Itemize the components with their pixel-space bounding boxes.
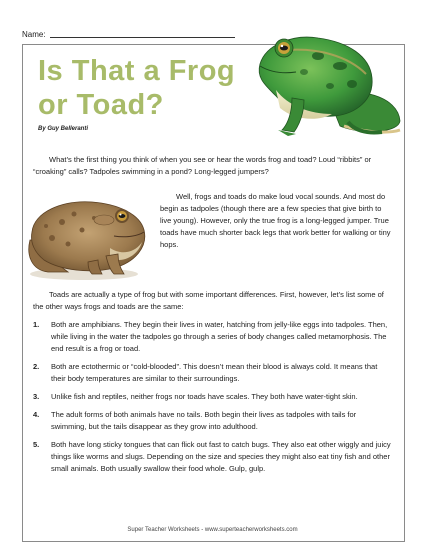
list-item-text: Both are amphibians. They begin their lives in water, hatching from jelly-like eggs into tadpoles. Then, while living in the water the tadpoles go through a series of body changes called metamorphosis. The end result is a frog or toad. [51,320,388,353]
differences-paragraph: Toads are actually a type of frog but with some important differences. First, however, let’s list some of the other ways frogs and toads are the same: [33,290,384,311]
title-line-2: or Toad? [38,89,164,121]
list-item-number: 2. [33,362,40,371]
list-item-number: 1. [33,320,40,329]
similarities-list [33,319,393,481]
list-item [33,391,393,403]
name-field [22,30,235,39]
list-item [33,361,393,385]
list-item-number: 3. [33,392,40,401]
toad-image [22,186,154,282]
list-item [33,409,393,433]
name-blank-line[interactable] [50,37,235,38]
frogs-toads-paragraph: Well, frogs and toads do make loud vocal sounds. And most do begin as tadpoles (though there are a few species that give birth to live young). However, only the true frog is a long-legged jumper. True toads have much shorter back legs that work better for walking or tiny hops. [160,192,391,249]
list-item-number: 4. [33,410,40,419]
intro-paragraph: What’s the first thing you think of when you see or hear the words frog and toad? Loud “ribbits” or “croaking” calls? Tadpoles swimming in a pond? Long-legged jumpers? [33,155,372,176]
list-item-text: Both have long sticky tongues that can flick out fast to catch bugs. They also eat other wiggly and juicy things like worms and slugs. Depending on the size and species they might also eat tiny fish and other small animals. Both usually swallow their food whole. Gulp, gulp. [51,440,391,473]
list-item [33,319,393,355]
frog-image [248,26,404,138]
list-item [33,439,393,475]
title-line-1: Is That a Frog [38,55,236,87]
byline: By Guy Belleranti [38,126,89,132]
name-label: Name: [22,30,46,39]
footer-credit: Super Teacher Worksheets - www.superteacherworksheets.com [127,527,298,533]
page-title [38,54,235,122]
list-item-text: Both are ectothermic or “cold-blooded”. This doesn’t mean their blood is always cold. It means that their body temperatures are similar to their surroundings. [51,362,378,383]
list-item-text: The adult forms of both animals have no tails. Both begin their lives as tadpoles with tails for swimming, but the tails disappear as they grow into adulthood. [51,410,357,431]
list-item-text: Unlike fish and reptiles, neither frogs nor toads have scales. They both have water-tight skin. [51,392,358,401]
list-item-number: 5. [33,440,40,449]
